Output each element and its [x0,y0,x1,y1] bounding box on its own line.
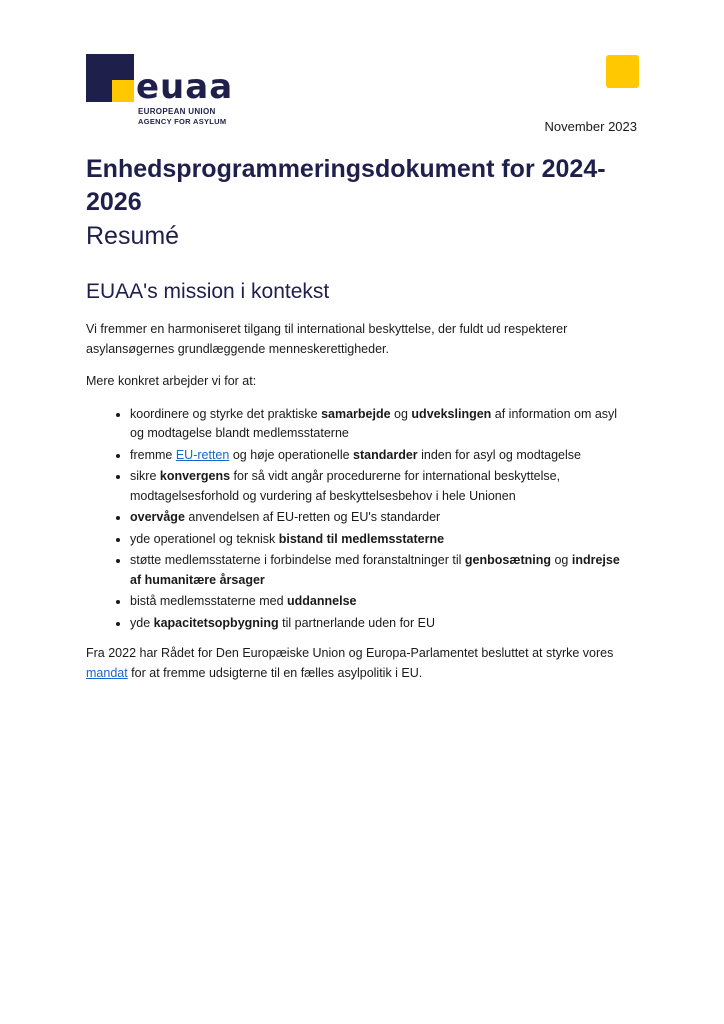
section-heading: EUAA's mission i kontekst [86,280,330,303]
eu-law-link[interactable]: EU-retten [175,447,230,462]
lead-paragraph: Mere konkret arbejder vi for at: [86,374,257,388]
logo-wordmark: euaa [136,67,234,107]
euaa-logo [86,54,236,126]
logo-line1: EUROPEAN UNION [138,107,216,116]
mission-list [86,405,626,634]
document-title: Enhedsprogrammeringsdokument for 2024-2026 [86,155,606,216]
body-content [86,320,626,696]
list-item: • støtte medlemsstaterne i forbindelse med foranstaltninger til genbosætning og indrejse af humanitære årsager [130,551,626,590]
mandate-link[interactable]: mandat [86,665,128,680]
logo-line2: AGENCY FOR ASYLUM [138,117,227,126]
closing-paragraph: Fra 2022 har Rådet for Den Europæiske Union og Europa-Parlamentet besluttet at styrke vores mandat for at fremme udsigterne til en fælles asylpolitik i EU. [86,646,614,680]
document-subtitle: Resumé [86,222,180,250]
logo-mark [86,54,134,102]
corner-square-decoration [606,55,639,88]
document-date: November 2023 [544,119,637,134]
list-item: • fremme EU-retten og høje operationelle standarder inden for asyl og modtagelse [130,446,626,466]
list-item: • overvåge anvendelsen af EU-retten og EU's standarder [130,508,626,528]
list-item: • bistå medlemsstaterne med uddannelse [130,592,626,612]
list-item: • koordinere og styrke det praktiske samarbejde og udvekslingen af information om asyl og modtagelse blandt medlemsstaterne [130,405,626,444]
list-item: • yde kapacitetsopbygning til partnerlande uden for EU [130,614,626,634]
list-item: • yde operationel og teknisk bistand til medlemsstaterne [130,530,626,550]
list-item: • sikre konvergens for så vidt angår procedurerne for international beskyttelse, modtagelsesforhold og vurdering af beskyttelsesbehov i hele Unionen [130,467,626,506]
intro-paragraph: Vi fremmer en harmoniseret tilgang til international beskyttelse, der fuldt ud respekterer asylansøgernes grundlæggende menneskerettigheder. [86,322,568,356]
